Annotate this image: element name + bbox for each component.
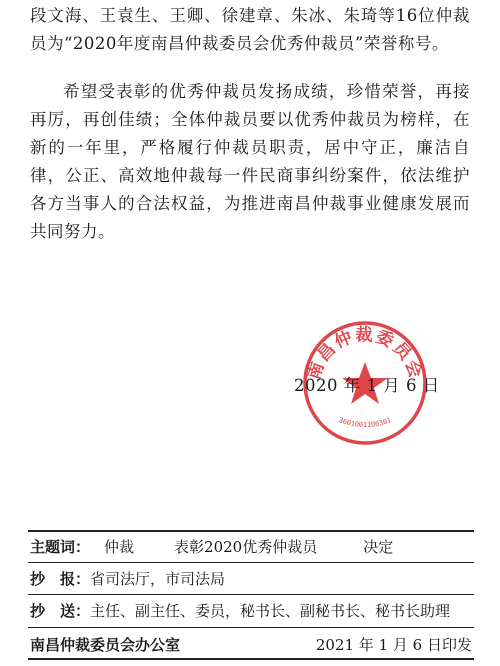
seal-text: 南昌仲裁委员会 bbox=[304, 325, 426, 383]
issuer-name: 南昌仲裁委员会办公室 bbox=[30, 636, 181, 654]
footer-divider-top bbox=[28, 530, 474, 532]
subject-term: 仲裁 bbox=[104, 538, 135, 556]
body-paragraph-2: 希望受表彰的优秀仲裁员发扬成绩，珍惜荣誉，再接再厉，再创佳绩；全体仲裁员要以优秀仲裁员为榜样，在新的一年里，严格履行仲裁员职责，居中守正，廉洁自律，公正、高效地仲裁每一件民商事纠纷案件，依法维护各方当事人的合法权益，为推进南昌仲裁事业健康发展而共同努力。 bbox=[30, 82, 470, 241]
footer-divider-bottom bbox=[28, 658, 474, 660]
footer-divider bbox=[28, 594, 474, 595]
seal-number: 3601001106301 bbox=[337, 416, 393, 429]
svg-text:3601001106301 bbox=[338, 416, 393, 429]
issue-date: 2021 年 1 月 6 日印发 bbox=[315, 636, 472, 654]
subject-label: 主题词： bbox=[30, 538, 91, 556]
body-paragraph-1: 段文海、王袁生、王卿、徐建章、朱冰、朱琦等16位仲裁员为“2020年度南昌仲裁委员会优秀仲裁员”荣誉称号。 bbox=[30, 6, 470, 53]
subject-term: 决定 bbox=[363, 538, 394, 556]
report-label: 抄 报： bbox=[30, 570, 91, 588]
copy-value: 主任、副主任、委员，秘书长、副秘书长、秘书长助理 bbox=[90, 602, 451, 620]
footer-divider bbox=[28, 627, 474, 628]
signature-date: 2020 年 1 月 6 日 bbox=[294, 376, 440, 395]
subject-terms-row bbox=[30, 536, 472, 558]
issuer-row bbox=[30, 634, 472, 656]
report-value: 省司法厅，市司法局 bbox=[90, 570, 226, 588]
footer-divider bbox=[28, 562, 474, 563]
copy-row bbox=[30, 600, 472, 622]
subject-term: 表彰2020优秀仲裁员 bbox=[174, 538, 318, 556]
report-row bbox=[30, 568, 472, 590]
copy-label: 抄 送： bbox=[30, 602, 91, 620]
